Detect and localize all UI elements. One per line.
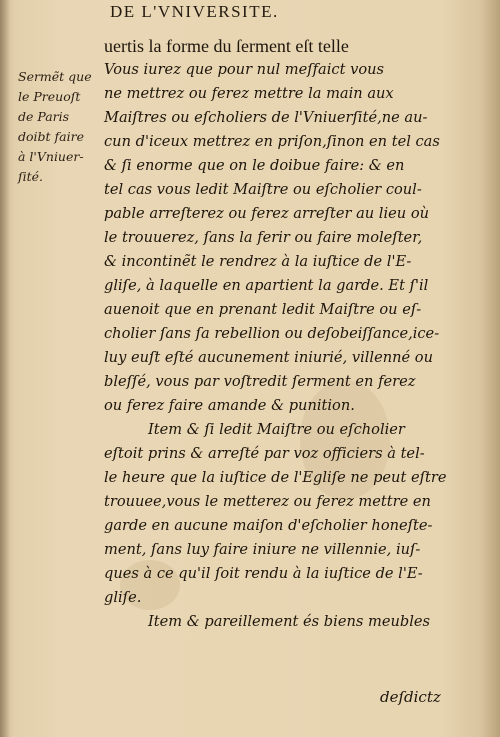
text-line: le trouuerez, ſans la ferir ou faire moleſter, xyxy=(104,229,423,246)
text-line: trouuee,vous le metterez ou ferez mettre en xyxy=(104,493,431,510)
text-line: bleſſé, vous par voſtredit ſerment en ferez xyxy=(104,373,416,390)
text-line: Vous iurez que pour nul meſfaict vous xyxy=(104,61,385,78)
text-line: le heure que la iuſtice de l'Egliſe ne peut eſtre xyxy=(104,469,447,486)
text-line: ou ferez faire amande & punition. xyxy=(104,397,355,414)
text-line: & ſi enorme que on le doibue faire: & en xyxy=(104,157,405,174)
margin-note-line: doibt faire xyxy=(18,129,84,144)
text-line: gliſe, à laquelle en apartient la garde. Et ſ'il xyxy=(104,277,429,294)
text-line: luy euſt eſté aucunement iniurié, villenné ou xyxy=(104,349,433,366)
text-line: pable arreſterez ou ferez arreſter au lieu où xyxy=(104,205,430,222)
catchword: deſdictz xyxy=(380,688,441,706)
text-line: Maiſtres ou eſcholiers de l'Vniuerſité,ne au- xyxy=(104,109,428,126)
margin-note-line: ſité. xyxy=(18,169,44,184)
text-line: tel cas vous ledit Maiſtre ou eſcholier coul- xyxy=(104,181,422,198)
margin-note-line: le Preuoſt xyxy=(18,89,81,104)
text-line: Item & pareillement és biens meubles xyxy=(148,613,430,630)
text-line: Item & ſi ledit Maiſtre ou eſcholier xyxy=(148,421,405,438)
text-line: ne mettrez ou ferez mettre la main aux xyxy=(104,85,394,102)
margin-note xyxy=(18,67,118,187)
text-line: & incontinẽt le rendrez à la iuſtice de l'E- xyxy=(104,253,412,270)
text-line: uertis la forme du ſerment eſt telle xyxy=(104,36,349,56)
text-line: ment, ſans luy faire iniure ne villennie, iuſ- xyxy=(104,541,421,558)
text-line: eſtoit prins & arreſté par voz officiers à tel- xyxy=(104,445,425,462)
text-line: gliſe. xyxy=(104,589,142,606)
text-line: cholier ſans ſa rebellion ou deſobeiſſance,ice- xyxy=(104,325,440,342)
text-line: ques à ce qu'il ſoit rendu à la iuſtice de l'E- xyxy=(104,565,423,582)
text-line: auenoit que en prenant ledit Maiſtre ou eſ- xyxy=(104,301,422,318)
binding-shadow xyxy=(0,0,10,737)
margin-note-line: à l'Vniuer- xyxy=(18,149,84,164)
margin-note-line: Sermẽt que xyxy=(18,69,92,84)
running-head: DE L'VNIVERSITE. xyxy=(110,2,279,21)
text-line: garde en aucune maiſon d'eſcholier honeſte- xyxy=(104,517,433,534)
margin-note-line: de Paris xyxy=(18,109,70,124)
body-text xyxy=(104,34,474,634)
text-line: cun d'iceux mettrez en priſon,ſinon en tel cas xyxy=(104,133,440,150)
